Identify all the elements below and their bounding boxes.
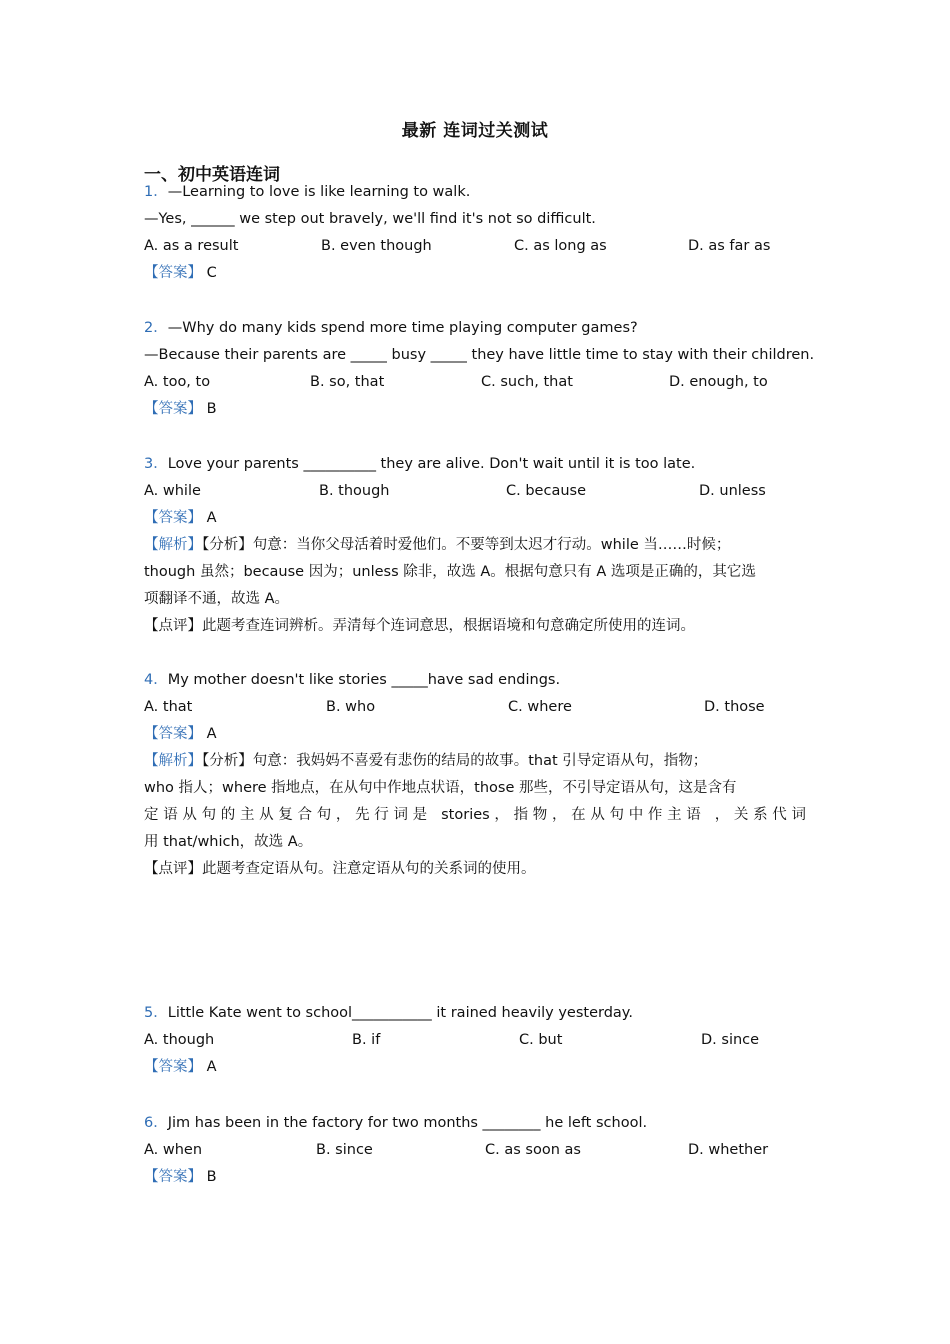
question-number: 6．	[144, 1115, 168, 1131]
option-b: B. though	[319, 483, 390, 499]
option-b: B. who	[326, 699, 376, 715]
question-text: My mother doesn't like stories _____have sad endings.	[167, 672, 561, 688]
comment-3: 【点评】此题考查连词辨析。弄清每个连词意思，根据语境和句意确定所使用的连词。	[144, 618, 695, 634]
answer-tag: 【答案】	[144, 726, 202, 742]
option-b: B. even though	[321, 238, 432, 254]
question-1-line2: —Yes, ______ we step out bravely, we'll find it's not so difficult.	[144, 211, 596, 227]
option-d: D. since	[701, 1032, 760, 1048]
question-5	[144, 1003, 633, 1023]
section-heading: 一、初中英语连词	[144, 165, 280, 185]
question-text: Little Kate went to school___________ it rained heavily yesterday.	[167, 1005, 633, 1021]
question-text: —Why do many kids spend more time playing computer games?	[167, 320, 638, 336]
analysis-3-line3: 项翻译不通，故选 A。	[144, 591, 290, 607]
option-c: C. such, that	[481, 374, 573, 390]
question-text: Love your parents __________ they are alive. Don't wait until it is too late.	[167, 456, 696, 472]
question-number: 3．	[144, 456, 168, 472]
option-a: A. that	[144, 699, 193, 715]
option-d: D. whether	[688, 1142, 769, 1158]
question-2-line2: —Because their parents are _____ busy _____ they have little time to stay with their children.	[144, 347, 815, 363]
answer-2	[144, 399, 217, 419]
analysis-4-line2: who 指人；where 指地点，在从句中作地点状语，those 那些，不引导定语从句，这是含有	[144, 780, 737, 796]
answer-tag: 【答案】	[144, 1169, 202, 1185]
answer-value: B	[206, 401, 217, 417]
answer-value: C	[206, 265, 217, 281]
option-d: D. those	[704, 699, 765, 715]
question-number: 4．	[144, 672, 168, 688]
option-c: C. as soon as	[485, 1142, 581, 1158]
option-a: A. while	[144, 483, 201, 499]
answer-1	[144, 263, 217, 283]
question-text: —Learning to love is like learning to walk.	[167, 184, 471, 200]
page-title: 最新 连词过关测试	[401, 121, 549, 141]
answer-value: A	[206, 1059, 217, 1075]
question-text: Jim has been in the factory for two months ________ he left school.	[167, 1115, 648, 1131]
analysis-tag: 【解析】	[144, 537, 202, 553]
option-a: A. as a result	[144, 238, 239, 254]
option-a: A. too, to	[144, 374, 211, 390]
option-a: A. when	[144, 1142, 203, 1158]
comment-4: 【点评】此题考查定语从句。注意定语从句的关系词的使用。	[144, 861, 536, 877]
analysis-3-line1	[144, 535, 730, 555]
question-2	[144, 318, 638, 338]
answer-tag: 【答案】	[144, 265, 202, 281]
question-1	[144, 182, 470, 202]
option-c: C. but	[519, 1032, 563, 1048]
option-b: B. so, that	[310, 374, 385, 390]
option-d: D. enough, to	[669, 374, 768, 390]
answer-4	[144, 724, 217, 744]
option-b: B. if	[352, 1032, 381, 1048]
question-3	[144, 454, 695, 474]
question-6	[144, 1113, 647, 1133]
option-c: C. as long as	[514, 238, 607, 254]
option-c: C. because	[506, 483, 586, 499]
analysis-4-line1	[144, 751, 707, 771]
analysis-3-line2: though 虽然；because 因为；unless 除非，故选 A。根据句意只有 A 选项是正确的，其它选	[144, 564, 756, 580]
option-d: D. unless	[699, 483, 766, 499]
analysis-text: 【分析】句意：我妈妈不喜爱有悲伤的结局的故事。that 引导定语从句，指物；	[202, 753, 708, 769]
answer-tag: 【答案】	[144, 401, 202, 417]
question-number: 5．	[144, 1005, 168, 1021]
answer-6	[144, 1167, 217, 1187]
option-d: D. as far as	[688, 238, 771, 254]
answer-3	[144, 508, 217, 528]
answer-5	[144, 1057, 217, 1077]
question-number: 2．	[144, 320, 168, 336]
answer-tag: 【答案】	[144, 510, 202, 526]
answer-value: A	[206, 510, 217, 526]
question-number: 1．	[144, 184, 168, 200]
analysis-4-line3: 定语从句的主从复合句，先行词是 stories，指物，在从句中作主语 ，关系代词	[144, 807, 806, 823]
analysis-text: 【分析】句意：当你父母活着时爱他们。不要等到太迟才行动。while 当……时候；	[202, 537, 731, 553]
question-4	[144, 670, 560, 690]
answer-value: A	[206, 726, 217, 742]
analysis-4-line4: 用 that/which，故选 A。	[144, 834, 313, 850]
answer-tag: 【答案】	[144, 1059, 202, 1075]
analysis-tag: 【解析】	[144, 753, 202, 769]
option-c: C. where	[508, 699, 572, 715]
answer-value: B	[206, 1169, 217, 1185]
option-a: A. though	[144, 1032, 215, 1048]
option-b: B. since	[316, 1142, 373, 1158]
